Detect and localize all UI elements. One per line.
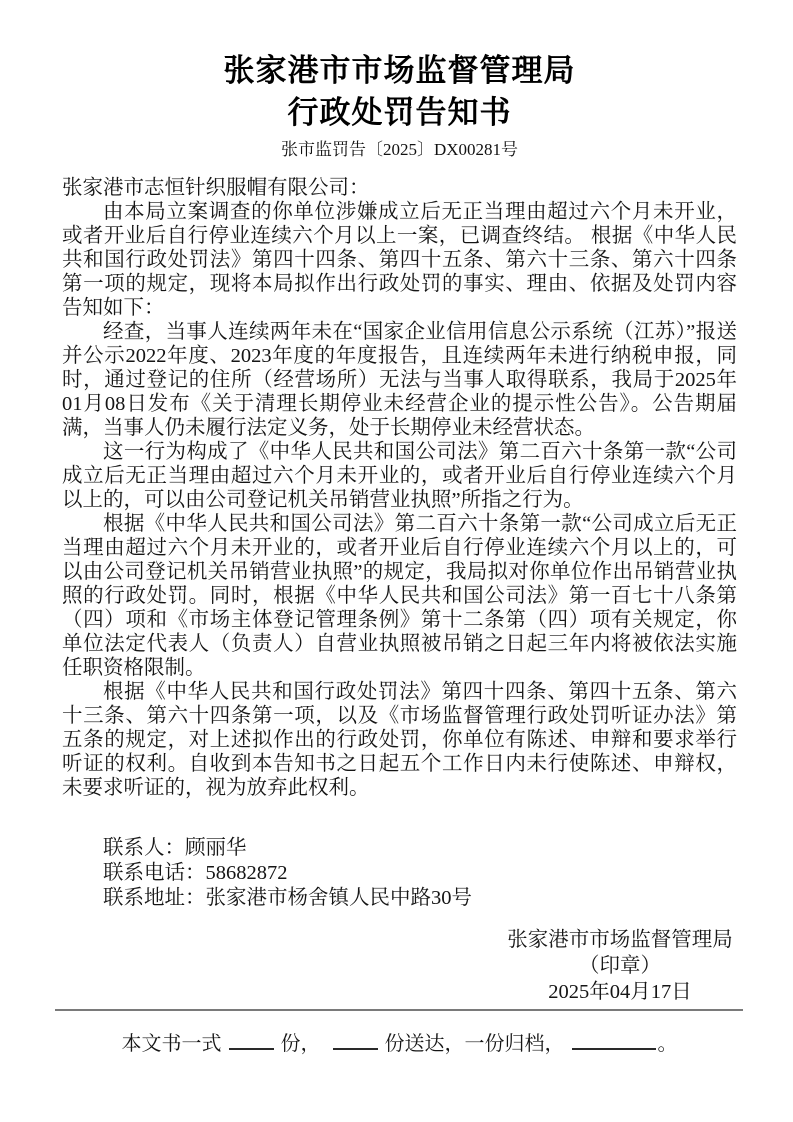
separator-line bbox=[55, 1009, 743, 1011]
contact-phone-label: 联系电话： bbox=[103, 862, 206, 884]
signature-seal: （印章） bbox=[579, 955, 661, 977]
signature-block bbox=[470, 927, 770, 1005]
contact-address-line bbox=[103, 886, 737, 911]
contact-phone-value: 58682872 bbox=[205, 862, 288, 884]
paragraph-case-summary: 由本局立案调查的你单位涉嫌成立后无正当理由超过六个月未开业，或者开业后自行停业连续六个月以上一案，已调查终结。 根据《中华人民共和国行政处罚法》第四十四条、第四十五条、第六十三条、第六十四条第一项的规定，现将本局拟作出行政处罚的事实、理由、依据及处罚内容告知如下： bbox=[62, 201, 737, 319]
document-title: 行政处罚告知书 bbox=[287, 95, 512, 130]
recipient-line: 张家港市志恒针织服帽有限公司： bbox=[62, 177, 370, 199]
paragraph-rights-notice: 根据《中华人民共和国行政处罚法》第四十四条、第四十五条、第六十三条、第六十四条第一项，以及《市场监督管理行政处罚听证办法》第五条的规定，对上述拟作出的行政处罚，你单位有陈述、申辩和要求举行听证的权利。自收到本告知书之日起五个工作日内未行使陈述、申辩权，未要求听证的，视为放弃此权利。 bbox=[62, 681, 737, 799]
contact-address-label: 联系地址： bbox=[103, 887, 206, 909]
copies-count-blank bbox=[229, 1033, 274, 1050]
agency-title: 张家港市市场监督管理局 bbox=[223, 53, 576, 88]
paragraph-penalty-basis: 根据《中华人民共和国公司法》第二百六十条第一款“公司成立后无正当理由超过六个月未开业的，或者开业后自行停业连续六个月以上的，可以由公司登记机关吊销营业执照”的规定，我局拟对你单位作出吊销营业执照的行政处罚。同时，根据《中华人民共和国公司法》第一百七十八条第（四）项和《市场主体登记管理条例》第十二条第（四）项有关规定，你单位法定代表人（负责人）自营业执照被吊销之日起三年内将被依法实施任职资格限制。 bbox=[62, 513, 737, 679]
paragraph-violation: 这一行为构成了《中华人民共和国公司法》第二百六十条第一款“公司成立后无正当理由超过六个月未开业的，或者开业后自行停业连续六个月以上的，可以由公司登记机关吊销营业执照”所指之行为。 bbox=[62, 441, 737, 511]
footer-copies-unit: 份， bbox=[280, 1033, 321, 1055]
contact-address-value: 张家港市杨舍镇人民中路30号 bbox=[205, 887, 472, 909]
signature-date: 2025年04月17日 bbox=[548, 981, 692, 1003]
document-number: 张市监罚告〔2025〕DX00281号 bbox=[280, 140, 519, 159]
contact-person-label: 联系人： bbox=[103, 837, 185, 859]
distribution-footer bbox=[62, 1031, 737, 1057]
contact-phone-line bbox=[103, 861, 737, 886]
contact-block bbox=[62, 836, 737, 911]
paragraph-facts: 经查，当事人连续两年未在“国家企业信用信息公示系统（江苏）”报送并公示2022年度、2023年度的年度报告，且连续两年未进行纳税申报，同时，通过登记的住所（经营场所）无法与当事人取得联系，我局于2025年01月08日发布《关于清理长期停业未经营企业的提示性公告》。公告期届满，当事人仍未履行法定义务，处于长期停业未经营状态。 bbox=[62, 321, 737, 439]
signature-agency: 张家港市市场监督管理局 bbox=[507, 929, 733, 951]
contact-person-value: 顾丽华 bbox=[185, 837, 247, 859]
document-body bbox=[62, 176, 737, 800]
footer-delivery-text: 份送达，一份归档， bbox=[384, 1033, 565, 1055]
document-header bbox=[62, 50, 737, 161]
footer-period: 。 bbox=[657, 1033, 678, 1055]
footer-copies-label: 本文书一式 bbox=[121, 1033, 222, 1055]
delivered-count-blank bbox=[333, 1033, 378, 1050]
extra-blank bbox=[572, 1033, 656, 1050]
contact-person-line bbox=[103, 836, 737, 861]
